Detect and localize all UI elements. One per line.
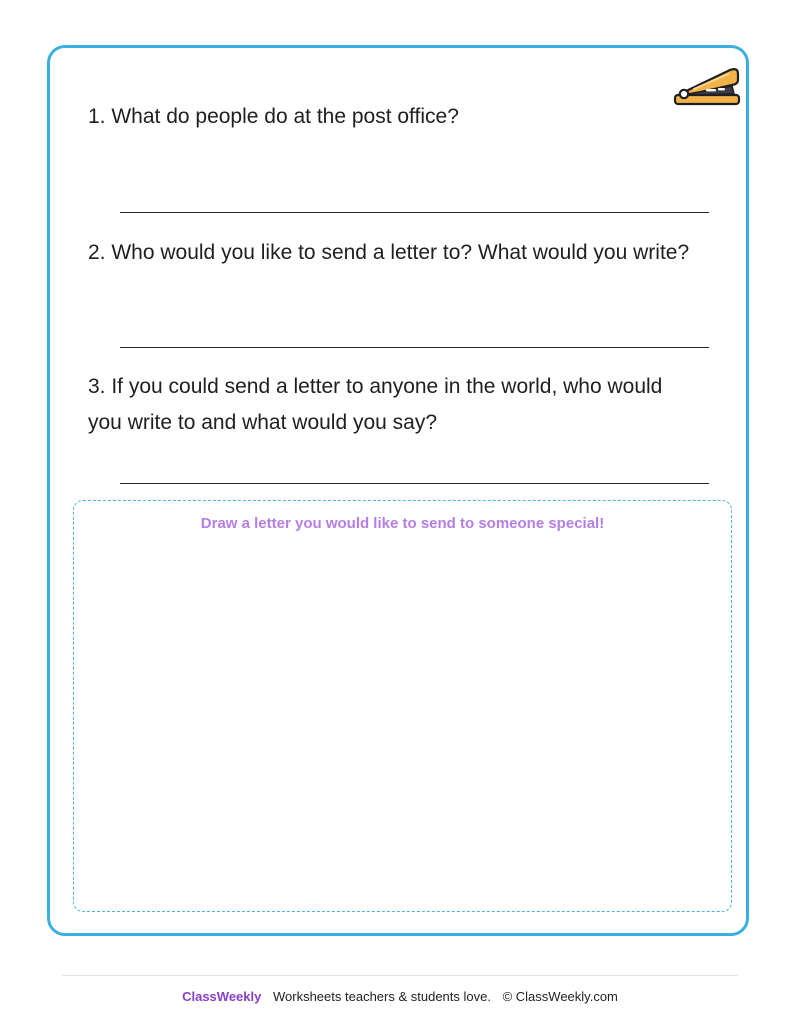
drawing-area[interactable]	[73, 500, 732, 912]
question-2: 2. Who would you like to send a letter to? What would you write?	[88, 241, 690, 264]
question-1: 1. What do people do at the post office?	[88, 105, 459, 128]
footer-divider	[62, 975, 738, 976]
answer-line-2[interactable]	[120, 347, 709, 348]
answer-line-3[interactable]	[120, 483, 709, 484]
footer-brand: ClassWeekly	[182, 989, 262, 1004]
drawing-prompt: Draw a letter you would like to send to someone special!	[200, 515, 605, 532]
question-3: 3. If you could send a letter to anyone in the world, who would you write to and what would you say?	[88, 375, 663, 434]
footer-copyright: © ClassWeekly.com	[502, 989, 618, 1004]
footer-tagline: Worksheets teachers & students love.	[272, 989, 491, 1004]
footer	[0, 989, 800, 1004]
answer-line-1[interactable]	[120, 212, 709, 213]
